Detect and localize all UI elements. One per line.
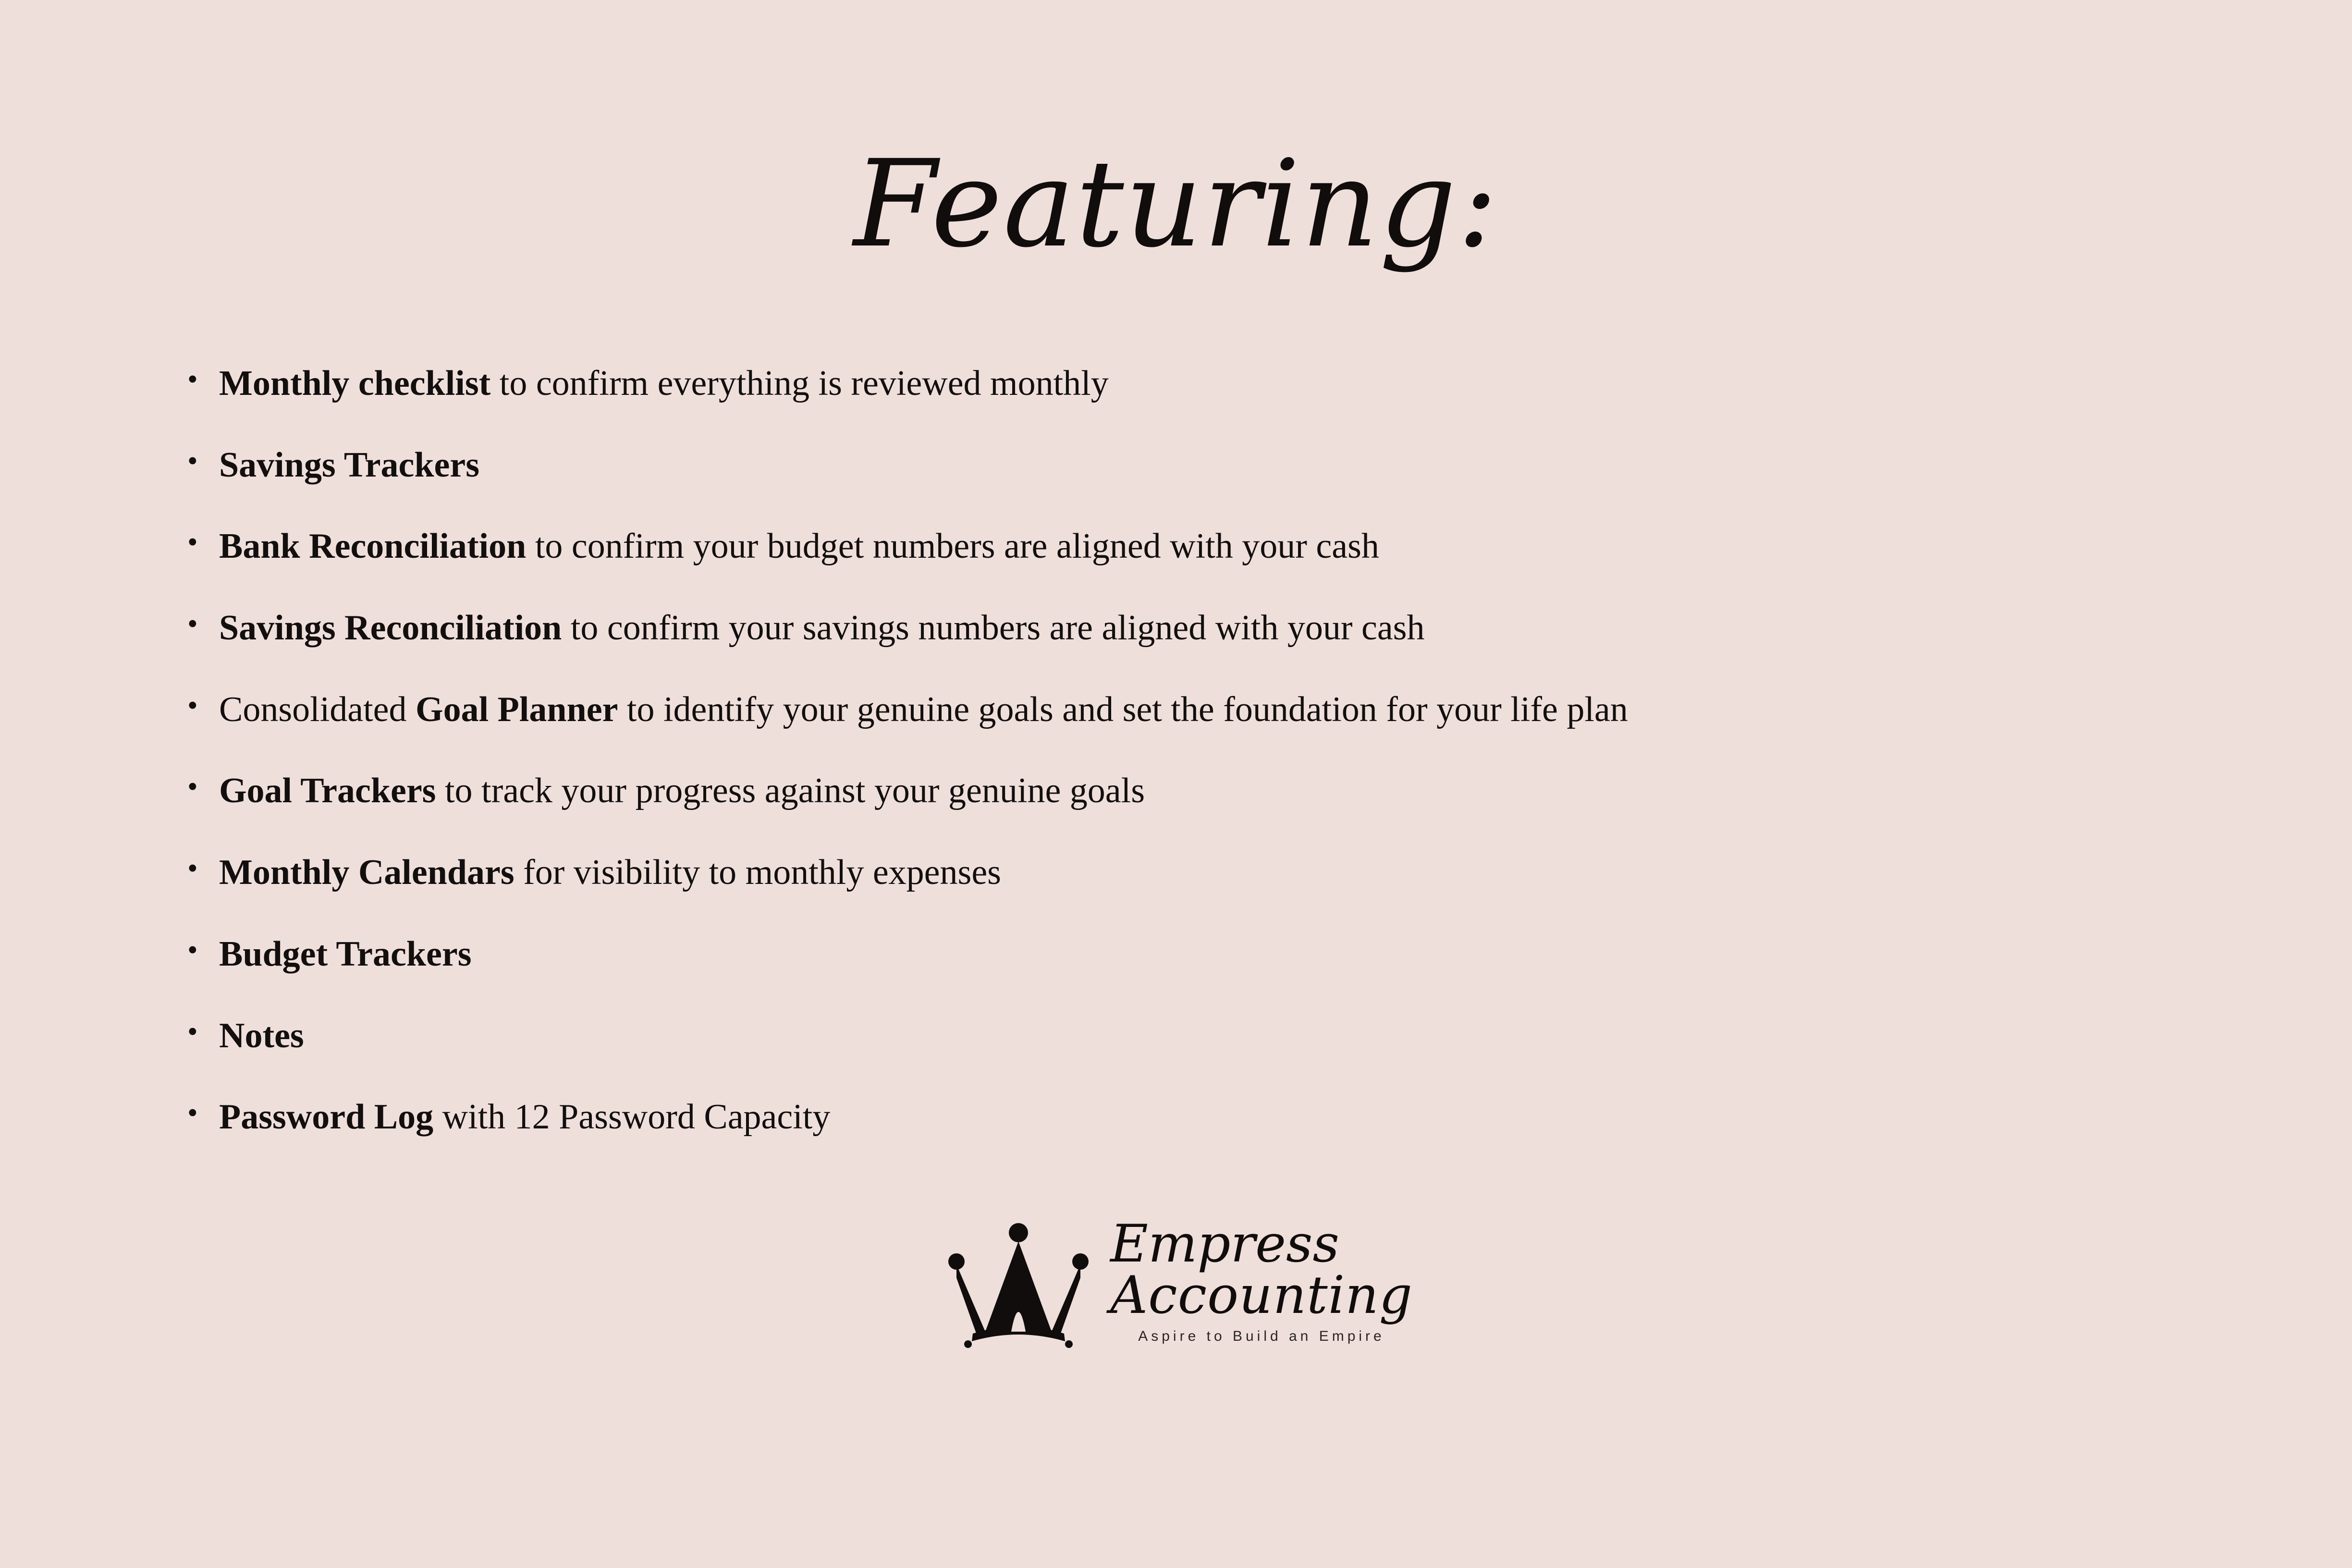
list-item-description: with 12 Password Capacity — [433, 1097, 831, 1137]
list-item — [183, 936, 2227, 973]
logo-line-2: Accounting — [1110, 1265, 1413, 1325]
list-item — [183, 854, 2227, 892]
list-item-term: Monthly checklist — [219, 364, 491, 403]
list-item-term: Goal Planner — [416, 689, 618, 729]
list-item — [183, 447, 2227, 484]
list-item-term: Goal Trackers — [219, 771, 436, 811]
list-item-description: to confirm your savings numbers are aligned with your cash — [562, 608, 1425, 648]
list-item — [183, 1017, 2227, 1055]
logo-tagline: Aspire to Build an Empire — [1138, 1328, 1385, 1344]
list-item-description: to track your progress against your genuine goals — [436, 771, 1145, 811]
feature-list — [183, 365, 2227, 1180]
list-item-term: Budget Trackers — [219, 934, 472, 974]
list-item — [183, 772, 2227, 810]
list-item — [183, 1099, 2227, 1136]
brand-logo — [0, 1214, 2352, 1350]
list-item-term: Monthly Calendars — [219, 853, 514, 893]
crown-icon — [939, 1220, 1098, 1350]
list-item — [183, 691, 2227, 729]
list-item — [183, 528, 2227, 565]
logo-line-1: Empress — [1110, 1214, 1339, 1274]
list-item-description: to confirm your budget numbers are aligned with your cash — [526, 527, 1379, 566]
page-title: Featuring: — [853, 134, 1499, 274]
list-item-description: to identify your genuine goals and set the foundation for your life plan — [618, 689, 1628, 729]
list-item-term: Password Log — [219, 1097, 434, 1137]
list-item-term: Bank Reconciliation — [219, 527, 527, 566]
list-item-term: Savings Trackers — [219, 445, 480, 485]
list-item — [183, 365, 2227, 403]
list-item-lead: Consolidated — [219, 689, 416, 729]
list-item-term: Notes — [219, 1016, 304, 1055]
list-item-term: Savings Reconciliation — [219, 608, 562, 648]
list-item-description: to confirm everything is reviewed monthly — [490, 364, 1109, 403]
list-item-description: for visibility to monthly expenses — [514, 853, 1001, 893]
list-item — [183, 610, 2227, 647]
